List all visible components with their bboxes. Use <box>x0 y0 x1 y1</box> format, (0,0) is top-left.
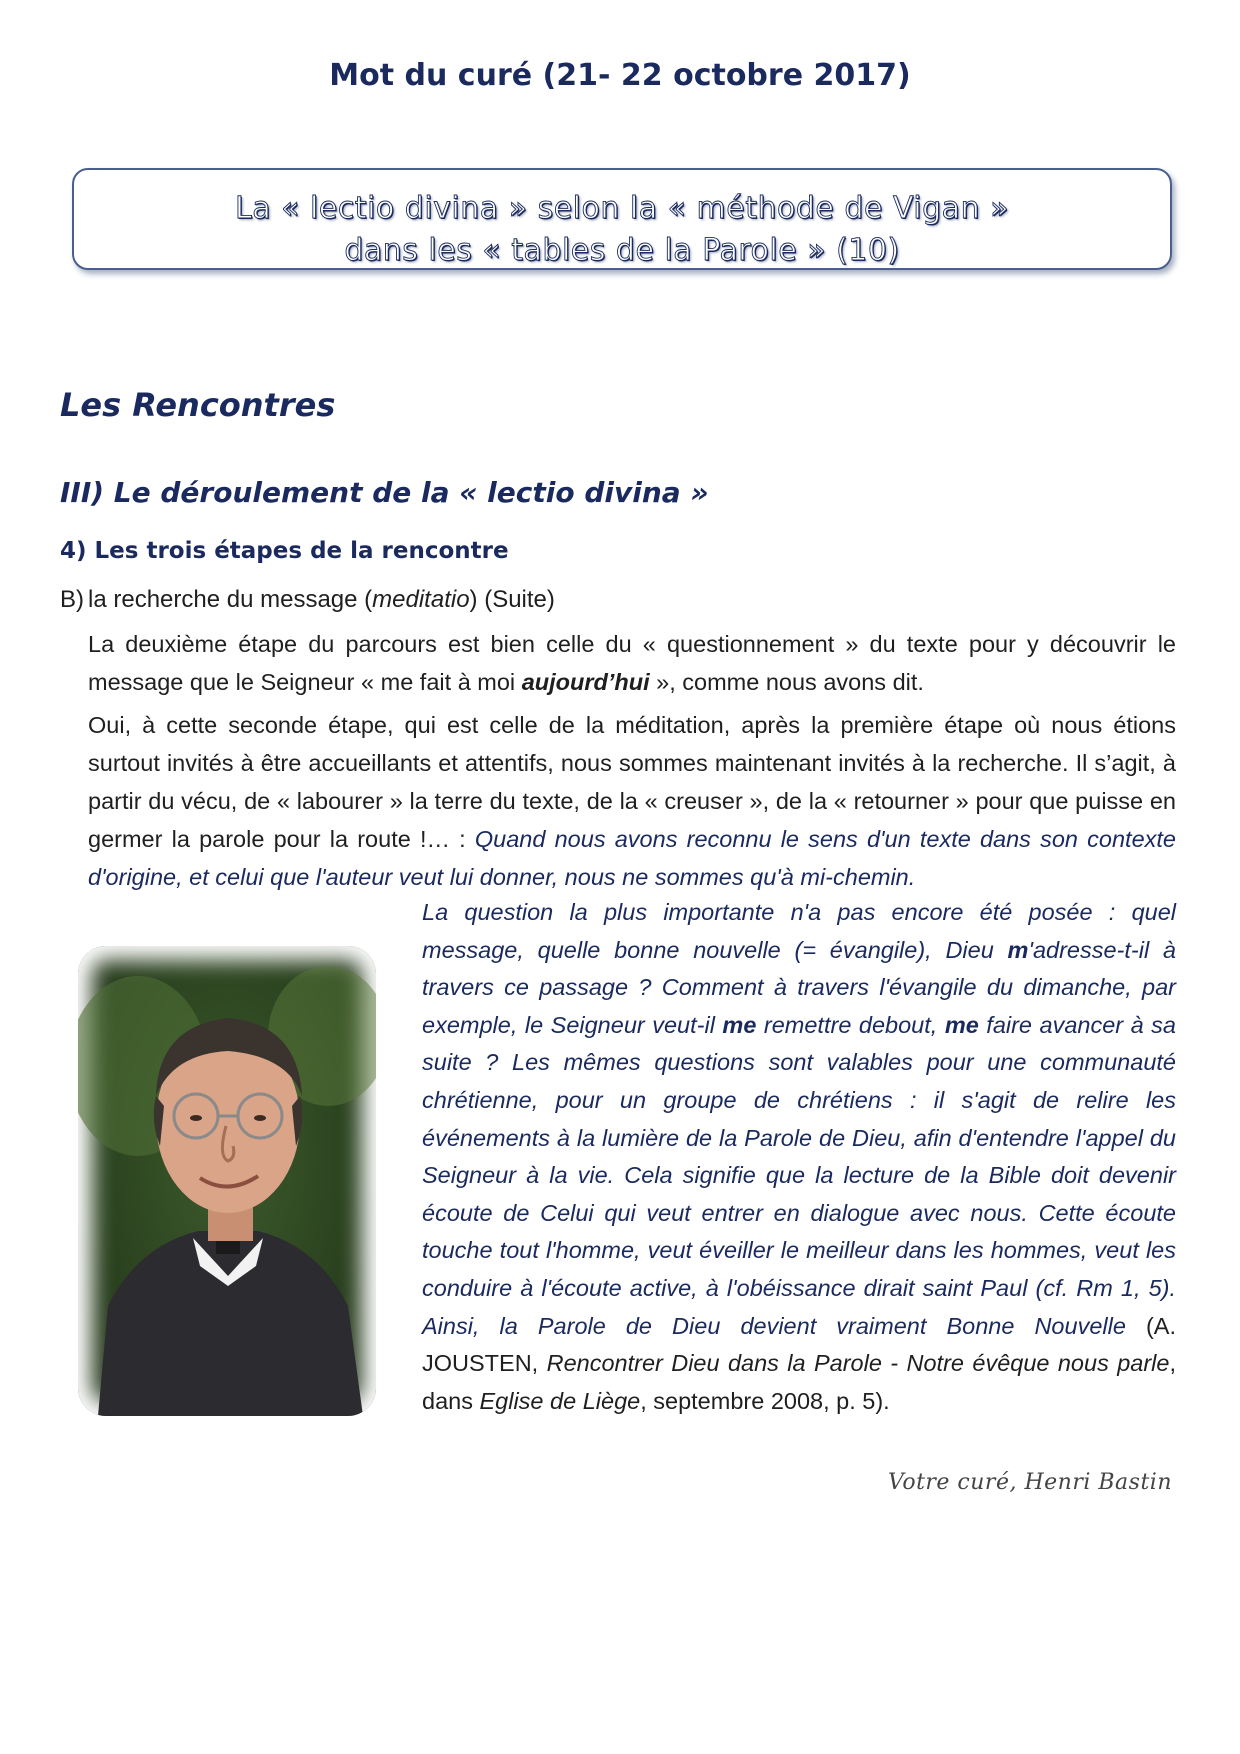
quote-start: Quand nous avons reconnu le sens d'un texte dans son contexte d'origine, et celui que l'auteur veut lui donner, nous ne sommes qu'à mi-chemin. <box>88 826 1176 890</box>
paragraph-1-text-end: », comme nous avons dit. <box>649 669 924 695</box>
point-letter: B) <box>60 586 84 613</box>
paragraph-1-text: La deuxième étape du parcours est bien celle du « questionnement » du texte pour y découvrir le message que le Seigneur « me fait à moi <box>88 631 1176 695</box>
paragraph-2 <box>88 706 1176 896</box>
citation-end: , septembre 2008, p. 5). <box>640 1387 890 1414</box>
quote-part-3: remettre debout, <box>756 1011 945 1038</box>
citation-mid: , dans <box>422 1350 1176 1414</box>
subtitle-box <box>72 168 1172 270</box>
paragraph-1-emphasis: aujourd’hui <box>521 669 650 695</box>
quote-bold-2: me <box>722 1011 757 1038</box>
point-text-italic: meditatio <box>372 586 470 613</box>
quote-part-2: 'adresse-t-il à travers ce passage ? Comment à travers l'évangile du dimanche, par exemple, le Seigneur veut-il <box>422 936 1176 1038</box>
point-text-after: ) (Suite) <box>469 586 555 613</box>
quote-bold-1: m <box>1007 936 1029 963</box>
paragraph-1 <box>88 625 1176 701</box>
section-subsubheading: 4) Les trois étapes de la rencontre <box>60 538 509 564</box>
section-heading: Les Rencontres <box>60 386 336 424</box>
quote-part-1: La question la plus importante n'a pas encore été posée : quel message, quelle bonne nouvelle (= évangile), Dieu <box>422 899 1176 963</box>
portrait-icon <box>78 946 376 1416</box>
citation-author: (A. JOUSTEN, <box>422 1312 1176 1377</box>
section-subheading: III) Le déroulement de la « lectio divina » <box>60 476 709 509</box>
subtitle-line-2: dans les « tables de la Parole » (10) <box>344 233 900 268</box>
point-b <box>60 586 555 614</box>
paragraph-2-text: Oui, à cette seconde étape, qui est celle de la méditation, après la première étape où nous étions surtout invités à être accueillants et attentifs, nous sommes maintenant invités à la recherche. Il s’agit, à partir du vécu, de « labourer » la terre du texte, de la « creuser », de la « retourner » pour que puisse en germer la parole pour la route !… : <box>88 712 1176 852</box>
citation-source: Eglise de Liège <box>479 1387 641 1414</box>
quote-part-4: faire avancer à sa suite ? Les mêmes questions sont valables pour une communauté chrétienne, pour un groupe de chrétiens : il s'agit de relire les événements à la lumière de la Parole de Dieu, afin d'entendre l'appel du Seigneur à la vie. Cela signifie que la lecture de la Bible doit devenir écoute de Celui qui veut entrer en dialogue avec nous. Cette écoute touche tout l'homme, veut éveiller le meilleur dans les hommes, veut les conduire à l'écoute active, à l'obéissance dirait saint Paul (cf. Rm 1, 5). Ainsi, la Parole de Dieu devient vraiment Bonne Nouvelle <box>422 1011 1177 1339</box>
point-text-before: la recherche du message ( <box>88 586 373 613</box>
citation-title: Rencontrer Dieu dans la Parole - Notre évêque nous parle <box>546 1350 1170 1377</box>
quote-bold-3: me <box>944 1011 979 1038</box>
page-title: Mot du curé (21- 22 octobre 2017) <box>329 58 911 93</box>
portrait-photo <box>78 946 376 1416</box>
signature: Votre curé, Henri Bastin <box>887 1470 1172 1495</box>
subtitle-line-1: La « lectio divina » selon la « méthode de Vigan » <box>235 191 1009 226</box>
quote-paragraph <box>422 894 1176 1420</box>
